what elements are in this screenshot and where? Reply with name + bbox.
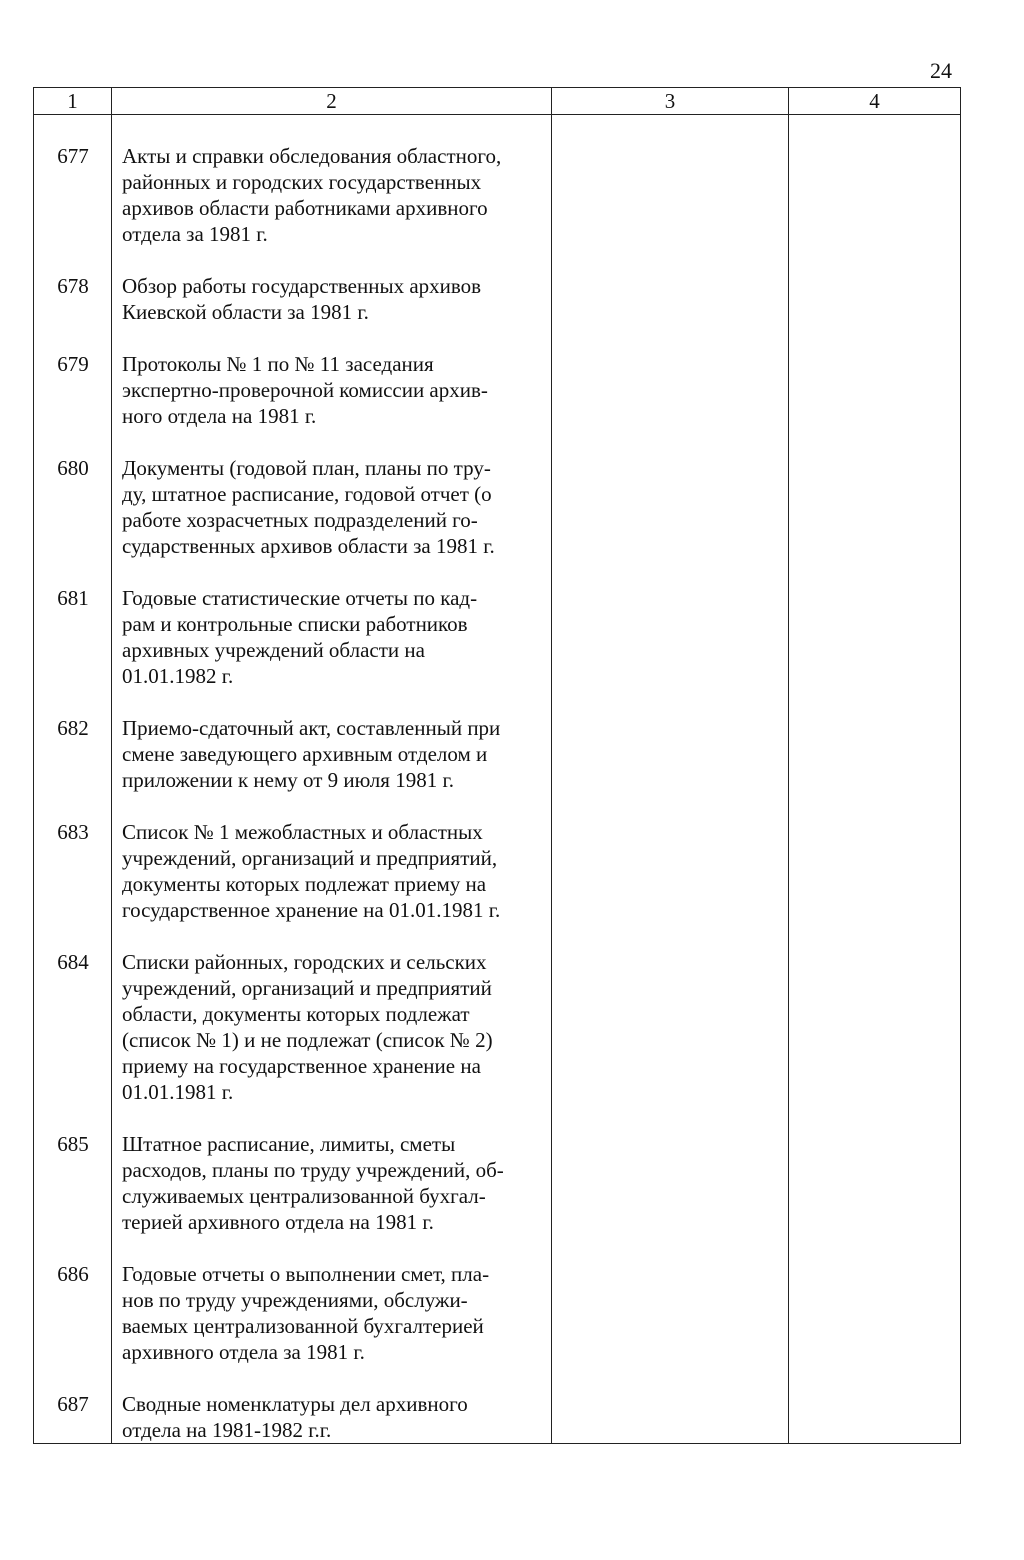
table-row [34, 351, 960, 429]
row-title: Списки районных, городских и сельских учреждений, организаций и предприятий области, документы которых подлежат (список № 1) и не подлежат (список № 2) приему на государственное хранение на 01.01.1981 г. [122, 950, 493, 1104]
table-rows [34, 115, 960, 1443]
header-col-4: 4 [869, 89, 880, 113]
row-cell-3 [552, 1261, 789, 1365]
row-cell-4 [789, 1131, 960, 1235]
row-cell-3 [552, 273, 789, 325]
column-divider [551, 115, 552, 1443]
register-table [33, 87, 961, 1444]
row-number: 685 [57, 1132, 89, 1156]
row-cell-4 [789, 351, 960, 429]
row-cell-4 [789, 715, 960, 793]
row-title: Документы (годовой план, планы по тру- ду, штатное расписание, годовой отчет (о работе хозрасчетных подразделений го- сударственных архивов области за 1981 г. [122, 456, 495, 558]
row-number: 679 [57, 352, 89, 376]
row-title: Список № 1 межобластных и областных учреждений, организаций и предприятий, документы которых подлежат приему на государственное хранение на 01.01.1981 г. [122, 820, 501, 922]
row-cell-4 [789, 819, 960, 923]
row-title: Обзор работы государственных архивов Киевской области за 1981 г. [122, 274, 482, 324]
column-divider [111, 115, 112, 1443]
row-title: Сводные номенклатуры дел архивного отдела на 1981-1982 г.г. [122, 1392, 468, 1442]
row-cell-4 [789, 143, 960, 247]
row-cell-4 [789, 1391, 960, 1443]
row-cell-4 [789, 949, 960, 1105]
table-row [34, 1131, 960, 1235]
row-number: 678 [57, 274, 89, 298]
row-cell-3 [552, 819, 789, 923]
row-cell-3 [552, 585, 789, 689]
row-cell-3 [552, 143, 789, 247]
row-cell-4 [789, 585, 960, 689]
header-col-3: 3 [552, 88, 789, 114]
column-divider [788, 115, 789, 1443]
row-number: 681 [57, 586, 89, 610]
table-header [34, 88, 960, 115]
row-number: 683 [57, 820, 89, 844]
table-row [34, 143, 960, 247]
row-title: Приемо-сдаточный акт, составленный при смене заведующего архивным отделом и приложении к нему от 9 июля 1981 г. [122, 716, 501, 792]
header-col-1: 1 [34, 88, 112, 114]
row-cell-3 [552, 1131, 789, 1235]
table-body [34, 115, 960, 1443]
row-cell-3 [552, 1391, 789, 1443]
header-col-2: 2 [112, 88, 552, 114]
table-row [34, 715, 960, 793]
row-title: Акты и справки обследования областного, районных и городских государственных архивов области работниками архивного отдела за 1981 г. [122, 144, 502, 246]
row-number: 680 [57, 456, 89, 480]
row-number: 684 [57, 950, 89, 974]
row-cell-4 [789, 273, 960, 325]
row-cell-3 [552, 949, 789, 1105]
row-title: Протоколы № 1 по № 11 заседания экспертно-проверочной комиссии архив- ного отдела на 1981 г. [122, 352, 488, 428]
row-number: 677 [57, 144, 89, 168]
table-row [34, 455, 960, 559]
page-number: 24 [930, 58, 952, 83]
table-row [34, 1261, 960, 1365]
table-row [34, 819, 960, 923]
row-cell-4 [789, 1261, 960, 1365]
row-cell-3 [552, 715, 789, 793]
row-number: 682 [57, 716, 89, 740]
row-title: Годовые статистические отчеты по кад- рам и контрольные списки работников архивных учреждений области на 01.01.1982 г. [122, 586, 478, 688]
row-title: Штатное расписание, лимиты, сметы расходов, планы по труду учреждений, об- служиваемых централизованной бухгал- терией архивного отдела на 1981 г. [122, 1132, 504, 1234]
row-number: 687 [57, 1392, 89, 1416]
row-number: 686 [57, 1262, 89, 1286]
table-row [34, 273, 960, 325]
row-cell-3 [552, 351, 789, 429]
row-title: Годовые отчеты о выполнении смет, пла- нов по труду учреждениями, обслужи- ваемых централизованной бухгалтерией архивного отдела за 1981 г. [122, 1262, 490, 1364]
row-cell-4 [789, 455, 960, 559]
row-cell-3 [552, 455, 789, 559]
table-row [34, 949, 960, 1105]
table-row [34, 585, 960, 689]
table-row [34, 1391, 960, 1443]
